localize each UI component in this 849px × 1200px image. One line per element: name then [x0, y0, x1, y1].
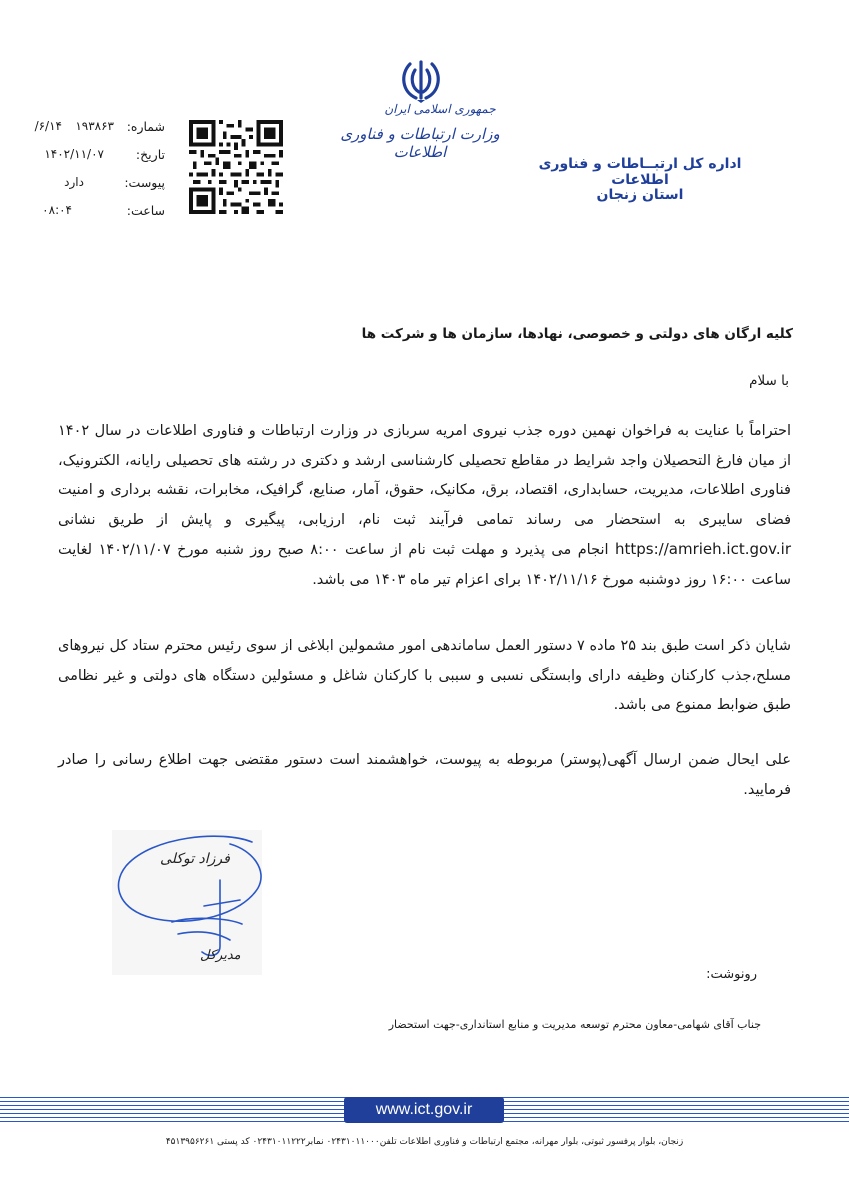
paragraph-3: علی ایحال ضمن ارسال آگهی(پوستر) مربوطه به پیوست، خواهشمند است دستور مقتضی جهت اطلاع رسانی را صادر فرمایید. — [58, 752, 791, 798]
registration-url[interactable]: https://amrieh.ict.gov.ir — [615, 540, 791, 559]
number-prefix: ۶/۱۴/ — [34, 119, 62, 133]
date-value: ۱۴۰۲/۱۱/۰۷ — [44, 147, 104, 161]
qr-code-icon — [189, 120, 283, 214]
attachment-label: پیوست: — [124, 175, 165, 190]
paragraph-2: شایان ذکر است طبق بند ۲۵ ماده ۷ دستور العمل ساماندهی امور مشمولین ابلاغی از سوی رئیس محترم ستاد کل نیروهای مسلح،جذب کارکنان وظیفه دارای وابستگی نسبی و سببی با کارکنان شاغل و مسئولین دستگاه های دولتی و غیر نظامی طبق ضوابط ممنوع می باشد. — [58, 638, 791, 714]
cc-label: رونوشت: — [706, 967, 757, 982]
greeting: با سلام — [749, 373, 789, 389]
paragraph-1-part-a: احتراماً با عنایت به فراخوان نهمین دوره جذب نیروی امریه سربازی در وزارت ارتباطات و فناوری اطلاعات در سال ۱۴۰۲ از میان فارغ التحصیلان واجد شرایط در مقاطع تحصیلی کارشناسی ارشد و دکتری در رشته های تحصیلی رایانه، الکترونیک، فناوری اطلاعات، مدیریت، حسابداری، اقتصاد، برق، مکانیک، حقوق، آمار، صنایع، گرافیک، مخابرات، نقشه برداری و امنیت فضای سایبری به استحضار می رساند تمامی فرآیند ثبت نام، ارزیابی، پیگیری و پایش از طریق نشانی — [58, 423, 791, 528]
time-value: ۰۸:۰۴ — [42, 203, 72, 217]
signature-title: مدیرکل — [200, 948, 241, 963]
iran-emblem-icon — [396, 56, 446, 104]
office-province: استان زنجان — [596, 187, 684, 203]
paragraph-1 — [58, 417, 791, 596]
signature-name: فرزاد توکلی — [160, 851, 230, 867]
paragraph-1-part-b: انجام می پذیرد و مهلت ثبت نام از ساعت ۸:۰۰ صبح روز شنبه مورخ ۱۴۰۲/۱۱/۰۷ لغایت ساعت ۱۶:۰۰ روز دوشنبه مورخ ۱۴۰۲/۱۱/۱۶ برای اعزام تیر ماه ۱۴۰۳ می باشد. — [58, 542, 791, 588]
number-value: ۱۹۳۸۶۳ — [75, 119, 114, 133]
footer-website-link[interactable]: www.ict.gov.ir — [344, 1097, 504, 1123]
office-title: اداره کل ارتبــاطات و فناوری اطلاعات — [538, 156, 742, 188]
attachment-value: دارد — [64, 175, 84, 189]
ministry-name: وزارت ارتباطات و فناوری اطلاعات — [340, 125, 500, 161]
number-label: شماره: — [126, 119, 165, 134]
recipient-line: کلیه ارگان های دولتی و خصوصی، نهادها، سازمان ها و شرکت ها — [361, 326, 793, 342]
time-label: ساعت: — [126, 203, 165, 218]
footer-address: زنجان، بلوار پرفسور ثبوتی، بلوار مهرانه، مجتمع ارتباطات و فناوری اطلاعات تلفن۰۲۴۳۱۰۱۱۰۰۰ نمابر۰۲۴۳۱۰۱۱۲۲۲ کد پستی ۴۵۱۳۹۵۶۲۶۱ — [165, 1137, 684, 1147]
date-label: تاریخ: — [135, 147, 165, 162]
cc-line: جناب آقای شهامی-معاون محترم توسعه مدیریت و منابع استانداری-جهت استحضار — [388, 1018, 761, 1031]
republic-name: جمهوری اسلامی ایران — [384, 102, 496, 116]
